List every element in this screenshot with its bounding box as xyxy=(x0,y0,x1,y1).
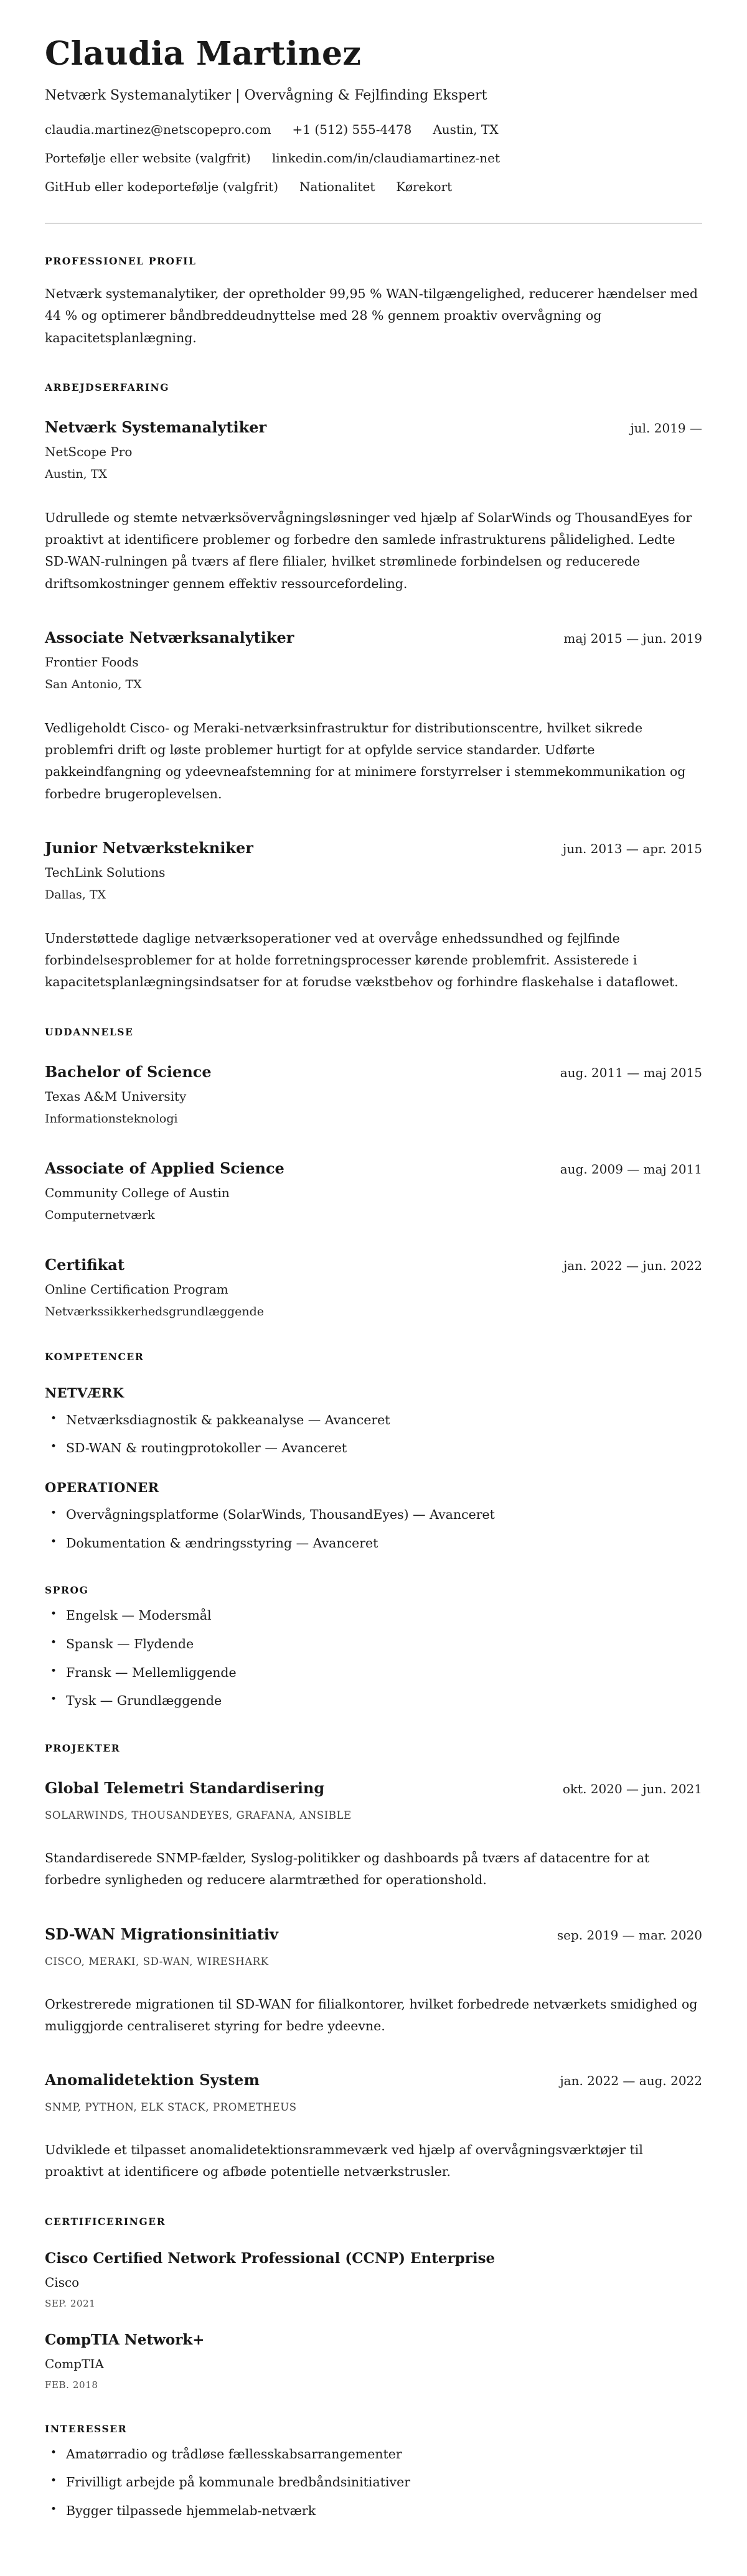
skills-heading: KOMPETENCER xyxy=(45,1350,144,1363)
degree-school: Community College of Austin xyxy=(45,1185,230,1200)
job-location: Dallas, TX xyxy=(45,887,106,902)
job-location: San Antonio, TX xyxy=(45,677,142,691)
education-entry xyxy=(45,1159,702,1222)
interest-item: • Amatørradio og trådløse fællesskabsarrangementer xyxy=(45,2445,702,2463)
job-description: Udrullede og stemte netværksövervågningsløsninger ved hjælp af SolarWinds og ThousandEyes for proaktivt at identificere problemer og forbedre den samlede infrastrukturens pålidelighed. Ledte SD-WAN-rulningen på tværs af flere filialer, hvilket strømlinede forbindelsen og reducerede driftsomkostninger gennem effektiv ressourcefordeling. xyxy=(45,510,692,591)
project-tags: CISCO, MERAKI, SD-WAN, WIRESHARK xyxy=(45,1955,269,1967)
language-item: • Spansk — Flydende xyxy=(45,1635,702,1653)
section-skills xyxy=(45,1351,702,1552)
header-divider xyxy=(45,223,702,224)
resume-header xyxy=(45,34,702,194)
project-description: Udviklede et tilpasset anomalidetektionsrammeværk ved hjælp af overvågningsværktøjer til proaktivt at identificere og afbøde potentielle netværkstrusler. xyxy=(45,2142,643,2180)
degree-title: Bachelor of Science xyxy=(45,1062,212,1081)
interest-item: • Frivilligt arbejde på kommunale bredbåndsinitiativer xyxy=(45,2473,702,2491)
project-entry xyxy=(45,1925,702,2038)
skill-group-list xyxy=(45,1411,702,1457)
contact-location: Austin, TX xyxy=(433,122,499,137)
section-certifications xyxy=(45,2216,702,2391)
skill-item: • Overvågningsplatforme (SolarWinds, ThousandEyes) — Avanceret xyxy=(45,1506,702,1524)
education-entry-head xyxy=(45,1159,702,1177)
project-title: Global Telemetri Standardisering xyxy=(45,1779,325,1797)
degree-field: Netværkssikkerhedsgrundlæggende xyxy=(45,1304,265,1318)
job-company: TechLink Solutions xyxy=(45,864,166,880)
job-entry xyxy=(45,628,702,805)
project-entry-head xyxy=(45,1925,702,1943)
job-title: Junior Netværkstekniker xyxy=(45,838,253,857)
job-entry xyxy=(45,418,702,595)
project-entry xyxy=(45,2071,702,2183)
job-location: Austin, TX xyxy=(45,467,107,481)
job-entry xyxy=(45,839,702,994)
certification-issuer: CompTIA xyxy=(45,2356,104,2371)
contact-row-misc xyxy=(45,179,702,194)
languages-list xyxy=(45,1607,702,1710)
skill-item: • SD-WAN & routingprotokoller — Avanceret xyxy=(45,1439,702,1457)
project-dates: jan. 2022 — aug. 2022 xyxy=(560,2073,702,2088)
certification-issuer: Cisco xyxy=(45,2274,80,2290)
projects-heading: PROJEKTER xyxy=(45,1742,121,1754)
certification-entry xyxy=(45,2331,702,2391)
education-entry-head xyxy=(45,1256,702,1274)
interests-heading: INTERESSER xyxy=(45,2422,128,2435)
contact-email: claudia.martinez@netscopepro.com xyxy=(45,122,271,137)
job-description: Vedligeholdt Cisco- og Meraki-netværksinfrastruktur for distributionscentre, hvilket sikrede problemfri drift og løste problemer hurtigt for at opfylde service standarder. Udførte pakkeindfangning og ydeevneafstemning for at minimere forstyrrelser i stemmekommunikation og forbedre brugeroplevelsen. xyxy=(45,720,686,801)
job-dates: jun. 2013 — apr. 2015 xyxy=(563,841,702,856)
project-entry-head xyxy=(45,2071,702,2089)
education-entry xyxy=(45,1063,702,1126)
contact-drivers-license: Kørekort xyxy=(396,179,453,194)
project-entry-head xyxy=(45,1779,702,1797)
education-heading: UDDANNELSE xyxy=(45,1025,134,1038)
project-description: Standardiserede SNMP-fælder, Syslog-politikker og dashboards på tværs af datacentre for at forbedre synligheden og reducere alarmtræthed for operationshold. xyxy=(45,1850,650,1888)
contact-portfolio: Portefølje eller website (valgfrit) xyxy=(45,151,251,166)
job-title: Associate Netværksanalytiker xyxy=(45,628,294,646)
contact-github: GitHub eller kodeportefølje (valgfrit) xyxy=(45,179,279,194)
job-dates: jul. 2019 — xyxy=(630,420,702,436)
job-description: Understøttede daglige netværksoperationer ved at overvåge enhedssundhed og fejlfinde forbindelsesproblemer for at holde forretningsprocesser kørende problemfrit. Assisterede i kapacitetsplanlægningsindsatser for at forudse vækstbehov og forhindre flaskehalse i dataflowet. xyxy=(45,930,679,990)
degree-school: Online Certification Program xyxy=(45,1281,228,1297)
job-company: NetScope Pro xyxy=(45,444,133,459)
section-languages xyxy=(45,1584,702,1710)
degree-title: Certifikat xyxy=(45,1255,125,1274)
language-item: • Fransk — Mellemliggende xyxy=(45,1664,702,1682)
project-dates: okt. 2020 — jun. 2021 xyxy=(562,1781,702,1796)
candidate-tagline: Netværk Systemanalytiker | Overvågning & Fejlfinding Ekspert xyxy=(45,88,487,103)
project-tags: SNMP, PYTHON, ELK STACK, PROMETHEUS xyxy=(45,2101,297,2113)
education-entry-head xyxy=(45,1063,702,1081)
certification-title: CompTIA Network+ xyxy=(45,2331,205,2348)
job-company: Frontier Foods xyxy=(45,654,139,670)
profile-summary: Netværk systemanalytiker, der opretholder 99,95 % WAN-tilgængelighed, reducerer hændelser med 44 % og optimerer båndbreddeudnyttelse med 28 % gennem proaktiv overvågning og kapacitetsplanlægning. xyxy=(45,286,698,345)
job-dates: maj 2015 — jun. 2019 xyxy=(563,630,702,646)
job-entry-head xyxy=(45,628,702,646)
section-projects xyxy=(45,1742,702,2183)
project-entry xyxy=(45,1779,702,1892)
certification-date: FEB. 2018 xyxy=(45,2379,98,2391)
section-education xyxy=(45,1026,702,1318)
profile-heading: PROFESSIONEL PROFIL xyxy=(45,255,197,267)
contact-row-links xyxy=(45,151,702,166)
project-title: Anomalidetektion System xyxy=(45,2071,260,2089)
degree-title: Associate of Applied Science xyxy=(45,1159,284,1177)
contact-linkedin: linkedin.com/in/claudiamartinez-net xyxy=(271,151,500,166)
skill-group-title: OPERATIONER xyxy=(45,1479,159,1495)
contact-nationality: Nationalitet xyxy=(299,179,375,194)
language-item: • Tysk — Grundlæggende xyxy=(45,1692,702,1710)
degree-dates: aug. 2011 — maj 2015 xyxy=(560,1065,702,1080)
language-item: • Engelsk — Modersmål xyxy=(45,1607,702,1625)
languages-heading: SPROG xyxy=(45,1584,89,1597)
degree-field: Computernetværk xyxy=(45,1208,155,1222)
contact-phone: +1 (512) 555-4478 xyxy=(292,122,412,137)
certification-date: SEP. 2021 xyxy=(45,2297,96,2309)
section-interests xyxy=(45,2423,702,2520)
job-entry-head xyxy=(45,418,702,436)
candidate-name: Claudia Martinez xyxy=(45,35,362,73)
education-entry xyxy=(45,1256,702,1318)
interests-list xyxy=(45,2445,702,2520)
project-tags: SOLARWINDS, THOUSANDEYES, GRAFANA, ANSIBLE xyxy=(45,1809,352,1821)
project-description: Orkestrerede migrationen til SD-WAN for filialkontorer, hvilket forbedrede netværkets smidighed og muliggjorde centraliseret styring for bedre ydeevne. xyxy=(45,1996,698,2033)
interest-item: • Bygger tilpassede hjemmelab-netværk xyxy=(45,2502,702,2520)
degree-field: Informationsteknologi xyxy=(45,1111,178,1126)
skill-group-title: NETVÆRK xyxy=(45,1384,125,1401)
skill-item: • Netværksdiagnostik & pakkeanalyse — Avanceret xyxy=(45,1411,702,1429)
degree-school: Texas A&M University xyxy=(45,1088,187,1104)
degree-dates: jan. 2022 — jun. 2022 xyxy=(563,1258,702,1273)
certifications-heading: CERTIFICERINGER xyxy=(45,2215,166,2228)
section-experience xyxy=(45,381,702,994)
skill-item: • Dokumentation & ændringsstyring — Avanceret xyxy=(45,1534,702,1552)
degree-dates: aug. 2009 — maj 2011 xyxy=(560,1161,702,1177)
section-profile xyxy=(45,255,702,349)
project-title: SD-WAN Migrationsinitiativ xyxy=(45,1925,278,1943)
experience-heading: ARBEJDSERFARING xyxy=(45,381,170,393)
job-entry-head xyxy=(45,839,702,857)
contact-row-primary xyxy=(45,122,702,137)
project-dates: sep. 2019 — mar. 2020 xyxy=(557,1927,702,1943)
certification-title: Cisco Certified Network Professional (CCNP) Enterprise xyxy=(45,2249,496,2267)
skill-group-list xyxy=(45,1506,702,1552)
certification-entry xyxy=(45,2250,702,2309)
job-title: Netværk Systemanalytiker xyxy=(45,418,267,436)
